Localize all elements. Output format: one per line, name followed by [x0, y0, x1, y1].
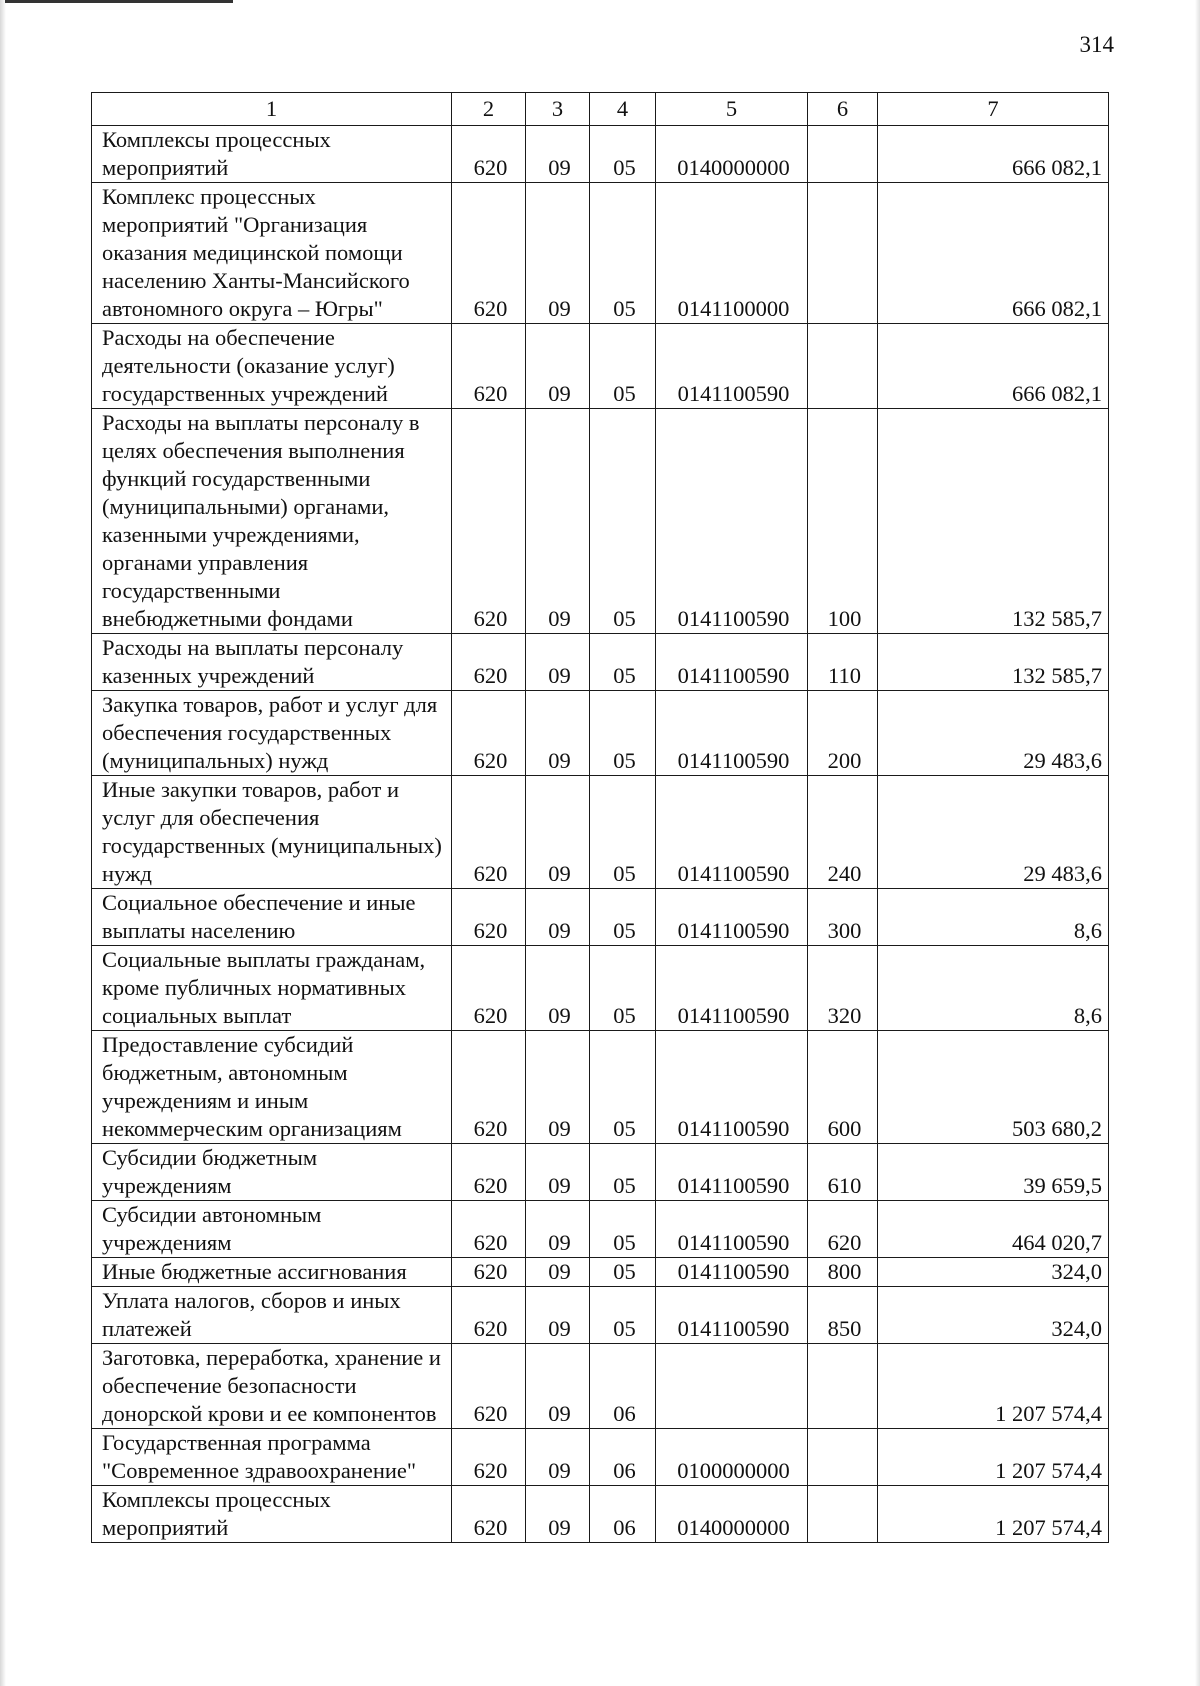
row-target-code: [656, 1344, 808, 1429]
row-subsection-code: 05: [590, 183, 656, 324]
header-cell: 5: [656, 93, 808, 126]
row-expense-type-code: 600: [808, 1031, 878, 1144]
table-row: [92, 324, 1109, 409]
row-target-code: 0141100590: [656, 889, 808, 946]
row-section-code: 09: [526, 1486, 590, 1543]
header-cell: 3: [526, 93, 590, 126]
row-expense-type-code: [808, 126, 878, 183]
row-target-code: 0141100590: [656, 1031, 808, 1144]
row-amount: 1 207 574,4: [878, 1429, 1109, 1486]
row-target-code: 0140000000: [656, 126, 808, 183]
row-ministry-code: 620: [452, 946, 526, 1031]
row-ministry-code: 620: [452, 126, 526, 183]
row-ministry-code: 620: [452, 1486, 526, 1543]
row-target-code: 0141100590: [656, 1201, 808, 1258]
row-subsection-code: 05: [590, 409, 656, 634]
table-row: [92, 1258, 1109, 1287]
row-subsection-code: 05: [590, 1201, 656, 1258]
row-section-code: 09: [526, 126, 590, 183]
table-row: [92, 126, 1109, 183]
row-name: Социальные выплаты гражданам, кроме публичных нормативных социальных выплат: [92, 946, 452, 1031]
table-row: [92, 1429, 1109, 1486]
table-row: [92, 691, 1109, 776]
row-section-code: 09: [526, 409, 590, 634]
row-ministry-code: 620: [452, 1201, 526, 1258]
row-ministry-code: 620: [452, 1144, 526, 1201]
top-rule: [5, 0, 233, 3]
row-amount: 324,0: [878, 1258, 1109, 1287]
row-expense-type-code: 850: [808, 1287, 878, 1344]
row-name: Расходы на обеспечение деятельности (оказание услуг) государственных учреждений: [92, 324, 452, 409]
table-row: [92, 1287, 1109, 1344]
row-target-code: 0141100000: [656, 183, 808, 324]
row-name: Субсидии автономным учреждениям: [92, 1201, 452, 1258]
table-row: [92, 1486, 1109, 1543]
row-amount: 666 082,1: [878, 324, 1109, 409]
row-amount: 1 207 574,4: [878, 1344, 1109, 1429]
row-section-code: 09: [526, 1287, 590, 1344]
row-ministry-code: 620: [452, 776, 526, 889]
row-expense-type-code: [808, 324, 878, 409]
row-subsection-code: 05: [590, 946, 656, 1031]
row-subsection-code: 05: [590, 634, 656, 691]
row-subsection-code: 05: [590, 1144, 656, 1201]
row-amount: 503 680,2: [878, 1031, 1109, 1144]
row-section-code: 09: [526, 1429, 590, 1486]
row-expense-type-code: 110: [808, 634, 878, 691]
row-ministry-code: 620: [452, 409, 526, 634]
row-target-code: 0100000000: [656, 1429, 808, 1486]
row-name: Расходы на выплаты персоналу в целях обеспечения выполнения функций государственными (муниципальными) органами, казенными учреждениями, органами управления государственными внебюджетными фондами: [92, 409, 452, 634]
table-row: [92, 1144, 1109, 1201]
row-subsection-code: 05: [590, 1258, 656, 1287]
row-ministry-code: 620: [452, 691, 526, 776]
table-body: [92, 126, 1109, 1543]
row-expense-type-code: [808, 1486, 878, 1543]
header-cell: 1: [92, 93, 452, 126]
row-target-code: 0140000000: [656, 1486, 808, 1543]
scan-edge-left: [0, 0, 6, 1686]
table-row: [92, 409, 1109, 634]
row-subsection-code: 05: [590, 324, 656, 409]
table-row: [92, 1201, 1109, 1258]
row-name: Комплекс процессных мероприятий "Организация оказания медицинской помощи населению Ханты-Мансийского автономного округа – Югры": [92, 183, 452, 324]
row-amount: 39 659,5: [878, 1144, 1109, 1201]
row-name: Субсидии бюджетным учреждениям: [92, 1144, 452, 1201]
row-subsection-code: 06: [590, 1486, 656, 1543]
table-row: [92, 634, 1109, 691]
row-subsection-code: 05: [590, 1031, 656, 1144]
row-amount: 29 483,6: [878, 776, 1109, 889]
row-section-code: 09: [526, 1201, 590, 1258]
header-cell: 4: [590, 93, 656, 126]
row-name: Социальное обеспечение и иные выплаты населению: [92, 889, 452, 946]
row-amount: 132 585,7: [878, 634, 1109, 691]
row-section-code: 09: [526, 691, 590, 776]
table-row: [92, 889, 1109, 946]
header-row: [92, 93, 1109, 126]
row-section-code: 09: [526, 946, 590, 1031]
row-target-code: 0141100590: [656, 1144, 808, 1201]
row-subsection-code: 06: [590, 1344, 656, 1429]
row-section-code: 09: [526, 1144, 590, 1201]
row-name: Иные бюджетные ассигнования: [92, 1258, 452, 1287]
row-subsection-code: 05: [590, 776, 656, 889]
table-row: [92, 776, 1109, 889]
row-target-code: 0141100590: [656, 1258, 808, 1287]
row-expense-type-code: 100: [808, 409, 878, 634]
row-amount: 666 082,1: [878, 183, 1109, 324]
row-ministry-code: 620: [452, 889, 526, 946]
scan-edge-right: [1195, 0, 1200, 1686]
row-target-code: 0141100590: [656, 409, 808, 634]
row-section-code: 09: [526, 324, 590, 409]
row-name: Уплата налогов, сборов и иных платежей: [92, 1287, 452, 1344]
row-name: Заготовка, переработка, хранение и обеспечение безопасности донорской крови и ее компонентов: [92, 1344, 452, 1429]
row-section-code: 09: [526, 1031, 590, 1144]
row-ministry-code: 620: [452, 1344, 526, 1429]
row-subsection-code: 05: [590, 889, 656, 946]
row-expense-type-code: 800: [808, 1258, 878, 1287]
row-expense-type-code: 620: [808, 1201, 878, 1258]
table-row: [92, 1344, 1109, 1429]
row-amount: 1 207 574,4: [878, 1486, 1109, 1543]
row-name: Расходы на выплаты персоналу казенных учреждений: [92, 634, 452, 691]
row-target-code: 0141100590: [656, 691, 808, 776]
row-target-code: 0141100590: [656, 634, 808, 691]
row-expense-type-code: 200: [808, 691, 878, 776]
header-cell: 2: [452, 93, 526, 126]
table-row: [92, 946, 1109, 1031]
row-name: Комплексы процессных мероприятий: [92, 1486, 452, 1543]
row-name: Иные закупки товаров, работ и услуг для обеспечения государственных (муниципальных) нужд: [92, 776, 452, 889]
header-cell: 6: [808, 93, 878, 126]
row-name: Комплексы процессных мероприятий: [92, 126, 452, 183]
row-expense-type-code: [808, 1344, 878, 1429]
row-section-code: 09: [526, 776, 590, 889]
row-name: Предоставление субсидий бюджетным, автономным учреждениям и иным некоммерческим организациям: [92, 1031, 452, 1144]
row-amount: 8,6: [878, 946, 1109, 1031]
row-amount: 324,0: [878, 1287, 1109, 1344]
row-expense-type-code: [808, 1429, 878, 1486]
row-ministry-code: 620: [452, 1429, 526, 1486]
header-cell: 7: [878, 93, 1109, 126]
row-target-code: 0141100590: [656, 776, 808, 889]
row-amount: 8,6: [878, 889, 1109, 946]
row-ministry-code: 620: [452, 1031, 526, 1144]
row-expense-type-code: [808, 183, 878, 324]
row-section-code: 09: [526, 1258, 590, 1287]
row-expense-type-code: 320: [808, 946, 878, 1031]
row-amount: 464 020,7: [878, 1201, 1109, 1258]
row-ministry-code: 620: [452, 324, 526, 409]
row-section-code: 09: [526, 634, 590, 691]
row-target-code: 0141100590: [656, 946, 808, 1031]
row-subsection-code: 06: [590, 1429, 656, 1486]
row-section-code: 09: [526, 183, 590, 324]
page-number: 314: [1079, 32, 1114, 57]
row-ministry-code: 620: [452, 1258, 526, 1287]
table-row: [92, 183, 1109, 324]
row-subsection-code: 05: [590, 691, 656, 776]
row-subsection-code: 05: [590, 1287, 656, 1344]
row-section-code: 09: [526, 1344, 590, 1429]
row-expense-type-code: 300: [808, 889, 878, 946]
row-name: Закупка товаров, работ и услуг для обеспечения государственных (муниципальных) нужд: [92, 691, 452, 776]
row-amount: 132 585,7: [878, 409, 1109, 634]
row-subsection-code: 05: [590, 126, 656, 183]
row-section-code: 09: [526, 889, 590, 946]
row-expense-type-code: 610: [808, 1144, 878, 1201]
row-target-code: 0141100590: [656, 324, 808, 409]
budget-table: [91, 92, 1109, 1543]
row-target-code: 0141100590: [656, 1287, 808, 1344]
row-ministry-code: 620: [452, 1287, 526, 1344]
row-ministry-code: 620: [452, 634, 526, 691]
row-amount: 29 483,6: [878, 691, 1109, 776]
row-ministry-code: 620: [452, 183, 526, 324]
table-row: [92, 1031, 1109, 1144]
row-amount: 666 082,1: [878, 126, 1109, 183]
row-expense-type-code: 240: [808, 776, 878, 889]
row-name: Государственная программа "Современное здравоохранение": [92, 1429, 452, 1486]
